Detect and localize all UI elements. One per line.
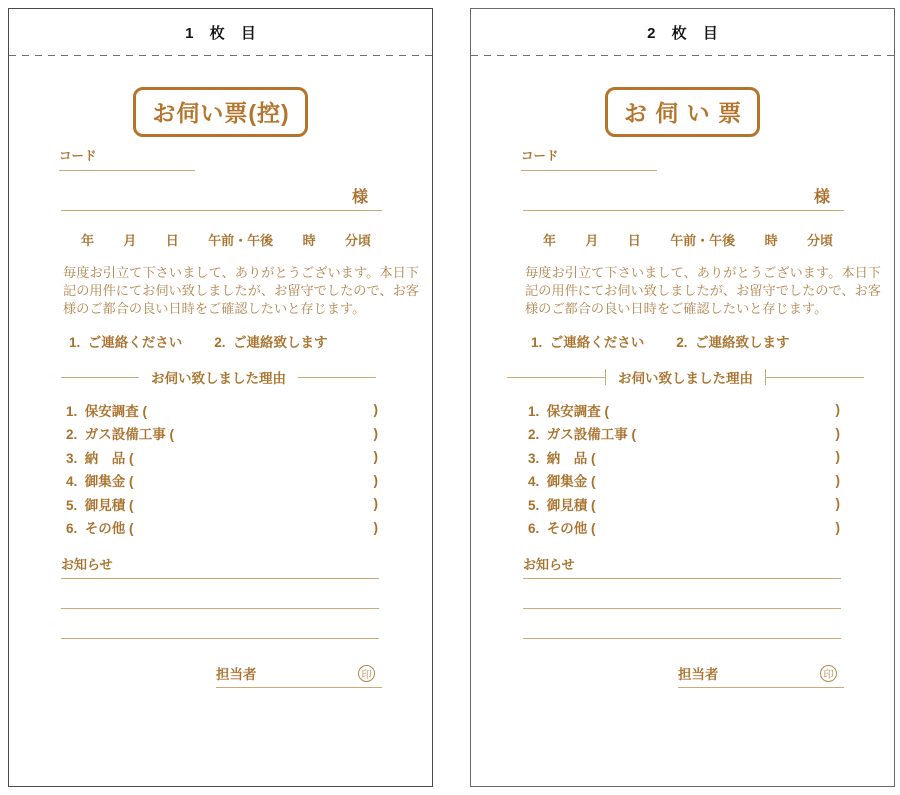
contact-options-row: [69, 331, 432, 351]
seal-character: 印: [361, 669, 372, 681]
staff-field: [216, 663, 382, 688]
date-field-day: 日: [165, 233, 179, 248]
staff-label: 担当者: [216, 667, 257, 682]
date-field-month: 月: [123, 233, 137, 248]
reason-label: 5. 御見積 (: [528, 497, 596, 513]
reason-header-label: お伺い致しました理由: [618, 371, 753, 386]
reason-row-5: [66, 492, 378, 516]
code-field: [521, 146, 657, 171]
notice-label: お知らせ: [523, 557, 575, 572]
sheet-2-panel: [470, 8, 895, 787]
paren-close: ): [835, 496, 840, 512]
notice-write-line: [523, 609, 841, 639]
date-field-hour: 時: [302, 233, 316, 248]
reason-list: [66, 398, 378, 539]
notice-label: お知らせ: [61, 557, 113, 572]
greeting-text: 毎度お引立て下さいまして、ありがとうございます。本日下記の用件にてお伺い致しましたが、お留守でしたので、お客様のご都合の良い日時をご確認したいと存じます。: [525, 265, 881, 316]
form-title: お伺い票(控): [133, 87, 307, 137]
reason-row-6: [66, 516, 378, 540]
reason-row-2: [528, 422, 840, 446]
date-field-ampm: 午前・午後: [208, 233, 274, 248]
reason-row-4: [528, 469, 840, 493]
reason-label: 4. 御集金 (: [528, 474, 596, 490]
form-title: お 伺 い 票: [605, 87, 760, 137]
contact-option-2: 2. ご連絡致します: [214, 335, 328, 350]
addressee-field: [523, 184, 844, 211]
reason-section-header: [507, 367, 864, 387]
date-field-year: 年: [81, 233, 95, 248]
reason-label: 1. 保安調査 (: [66, 403, 148, 419]
reason-label: 6. その他 (: [528, 521, 596, 537]
paren-close: ): [835, 449, 840, 465]
date-field-ampm: 午前・午後: [670, 233, 736, 248]
reason-label: 3. 納 品 (: [66, 450, 134, 466]
date-field-year: 年: [543, 233, 557, 248]
reason-header-label: お伺い致しました理由: [151, 371, 286, 386]
reason-row-5: [528, 492, 840, 516]
code-field: [59, 146, 195, 171]
seal-stamp-icon: [820, 665, 837, 682]
paren-close: ): [373, 496, 378, 512]
reason-list: [528, 398, 840, 539]
reason-label: 4. 御集金 (: [66, 474, 134, 490]
code-label: コード: [59, 149, 97, 163]
greeting-text: 毎度お引立て下さいまして、ありがとうございます。本日下記の用件にてお伺い致しましたが、お留守でしたので、お客様のご都合の良い日時をご確認したいと存じます。: [63, 265, 419, 316]
reason-row-1: [528, 398, 840, 422]
page-number-label: 1 枚 目: [185, 24, 262, 42]
contact-options-row: [531, 331, 894, 351]
reason-row-2: [66, 422, 378, 446]
date-field-minute: 分頃: [344, 233, 371, 248]
paren-close: ): [373, 519, 378, 535]
reason-label: 1. 保安調査 (: [528, 403, 610, 419]
reason-row-4: [66, 469, 378, 493]
honorific-label: 様: [813, 189, 830, 206]
reason-row-1: [66, 398, 378, 422]
paren-close: ): [835, 519, 840, 535]
paren-close: ): [835, 402, 840, 418]
paren-close: ): [835, 425, 840, 441]
reason-label: 2. ガス設備工事 (: [66, 427, 175, 443]
rule-right: [766, 377, 864, 378]
rule-left: [61, 377, 139, 378]
perforation-line: [471, 55, 894, 56]
contact-option-2: 2. ご連絡致します: [676, 335, 790, 350]
contact-option-1: 1. ご連絡ください: [531, 335, 645, 350]
date-field-hour: 時: [764, 233, 778, 248]
date-field-month: 月: [585, 233, 599, 248]
reason-row-6: [528, 516, 840, 540]
reason-section-header: [61, 367, 376, 387]
paren-close: ): [373, 402, 378, 418]
notice-field: [523, 554, 841, 579]
notice-write-line: [61, 579, 379, 609]
notice-write-line: [61, 609, 379, 639]
datetime-field-row: [81, 230, 371, 249]
reason-label: 5. 御見積 (: [66, 497, 134, 513]
seal-character: 印: [823, 669, 834, 681]
reason-row-3: [528, 445, 840, 469]
rule-left: [507, 377, 605, 378]
staff-field: [678, 663, 844, 688]
paren-close: ): [373, 472, 378, 488]
sheet-1-panel: [8, 8, 433, 787]
reason-label: 3. 納 品 (: [528, 450, 596, 466]
addressee-field: [61, 184, 382, 211]
code-label: コード: [521, 149, 559, 163]
rule-right: [298, 377, 376, 378]
reason-label: 2. ガス設備工事 (: [528, 427, 637, 443]
paren-close: ): [835, 472, 840, 488]
page-number-label: 2 枚 目: [647, 24, 724, 42]
reason-label: 6. その他 (: [66, 521, 134, 537]
datetime-field-row: [543, 230, 833, 249]
date-field-minute: 分頃: [806, 233, 833, 248]
seal-stamp-icon: [358, 665, 375, 682]
perforation-line: [9, 55, 432, 56]
date-field-day: 日: [627, 233, 641, 248]
honorific-label: 様: [351, 189, 368, 206]
staff-label: 担当者: [678, 667, 719, 682]
notice-write-line: [523, 579, 841, 609]
notice-field: [61, 554, 379, 579]
paren-close: ): [373, 425, 378, 441]
form-title-wrap: [9, 87, 432, 129]
form-title-wrap: [471, 87, 894, 129]
reason-row-3: [66, 445, 378, 469]
contact-option-1: 1. ご連絡ください: [69, 335, 183, 350]
paren-close: ): [373, 449, 378, 465]
